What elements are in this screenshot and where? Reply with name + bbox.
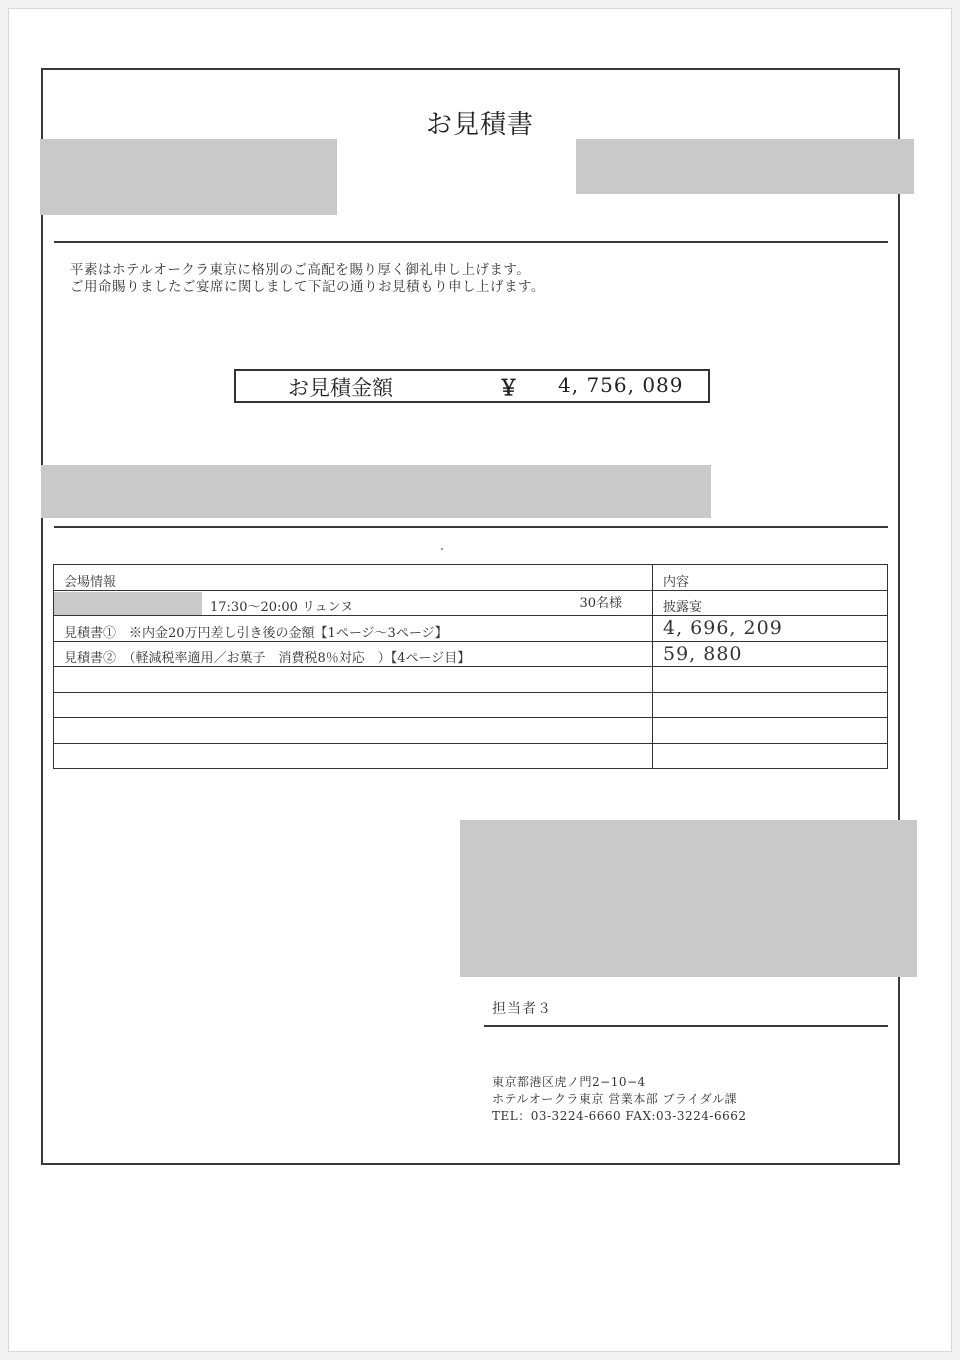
- divider-middle: [54, 526, 888, 528]
- greeting-text: [70, 262, 545, 296]
- venue-info-cell: [54, 590, 653, 616]
- row-amount: [653, 692, 888, 718]
- estimate-total-amount: 4, 756, 089: [558, 373, 684, 397]
- table-row: [54, 641, 888, 667]
- row-amount: 59, 880: [653, 641, 888, 667]
- guest-count: 30名様: [579, 596, 622, 611]
- header-venue-info: 会場情報: [54, 565, 653, 591]
- table-header-row: [54, 565, 888, 591]
- row-description: 見積書② （軽減税率適用／お菓子 消費税8％対応 ）【4ページ目】: [54, 641, 653, 667]
- redacted-block-right: [576, 139, 914, 194]
- address-line-2: ホテルオークラ東京 営業本部 ブライダル課: [492, 1092, 738, 1106]
- estimate-total-label: お見積金額: [288, 376, 393, 400]
- redacted-block-bottom: [460, 820, 917, 977]
- row-description: [54, 743, 653, 769]
- staff-label: 担当者３: [492, 1001, 552, 1017]
- document-title: お見積書: [425, 110, 534, 140]
- hotel-address: [492, 1074, 747, 1125]
- event-type: 披露宴: [653, 590, 888, 616]
- table-row: [54, 616, 888, 642]
- divider-top: [54, 241, 888, 243]
- greeting-line-2: ご用命賜りましたご宴席に関しまして下記の通りお見積もり申し上げます。: [70, 279, 545, 295]
- time-venue: 17:30〜20:00 リュンヌ: [210, 600, 354, 615]
- currency-symbol: ￥: [498, 375, 519, 400]
- row-description: [54, 667, 653, 693]
- estimate-table: [53, 564, 888, 769]
- redacted-block-left: [40, 139, 337, 215]
- row-description: 見積書① ※内金20万円差し引き後の金額【1ページ〜3ページ】: [54, 616, 653, 642]
- table-row: [54, 667, 888, 693]
- redacted-block-middle: [41, 465, 711, 518]
- table-row: [54, 692, 888, 718]
- row-description: [54, 692, 653, 718]
- row-amount: [653, 743, 888, 769]
- row-amount: [653, 718, 888, 744]
- greeting-line-1: 平素はホテルオークラ東京に格別のご高配を賜り厚く御礼申し上げます。: [70, 262, 531, 278]
- row-description: [54, 718, 653, 744]
- table-row: [54, 718, 888, 744]
- estimate-total-box: [234, 369, 710, 403]
- redacted-date: [54, 592, 202, 615]
- scan-speck: [441, 548, 443, 550]
- address-line-3: TEL：03-3224-6660 FAX:03-3224-6662: [492, 1109, 747, 1123]
- header-content: 内容: [653, 565, 888, 591]
- table-row: [54, 590, 888, 616]
- table-row: [54, 743, 888, 769]
- row-amount: [653, 667, 888, 693]
- row-amount: 4, 696, 209: [653, 616, 888, 642]
- divider-staff: [484, 1025, 888, 1027]
- address-line-1: 東京都港区虎ノ門2−10−4: [492, 1075, 646, 1089]
